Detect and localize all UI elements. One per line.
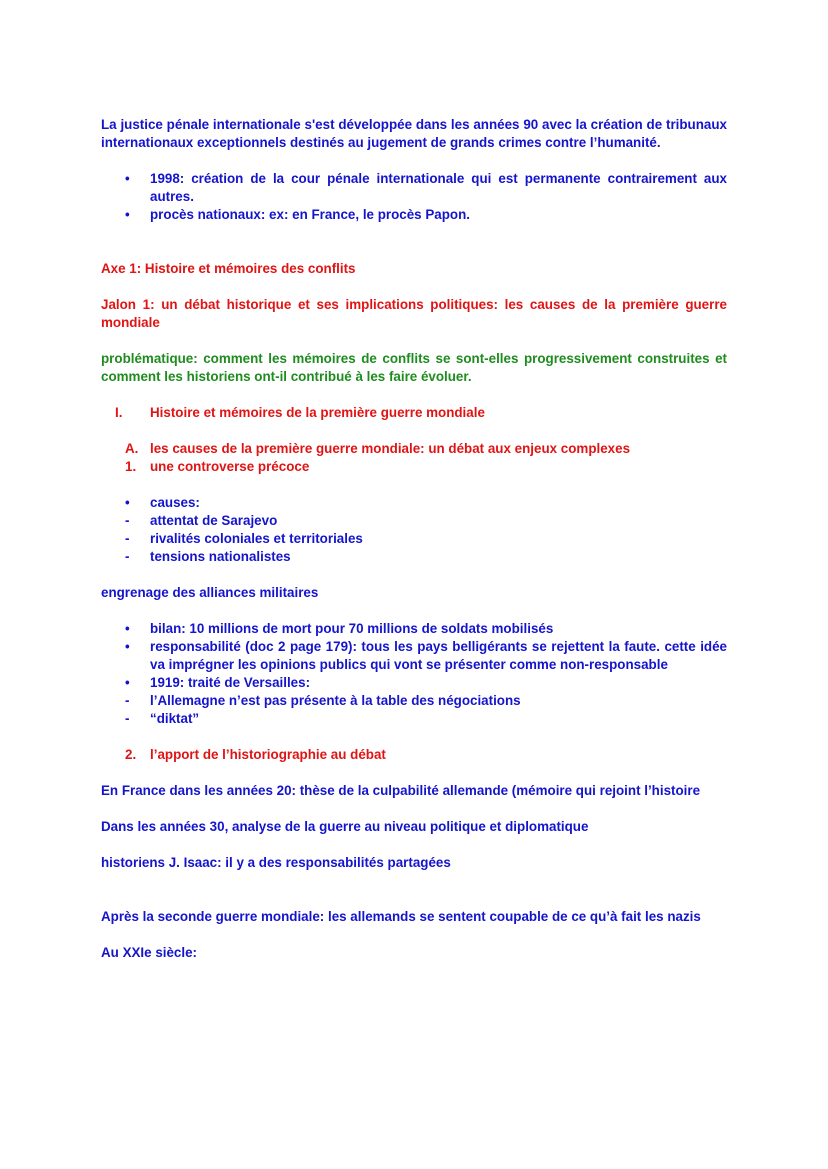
bullet-marker: • [125, 639, 130, 654]
dash-item [101, 512, 727, 530]
bullet-text: procès nationaux: ex: en France, le procès Papon. [150, 207, 470, 222]
historiography-paragraph: Dans les années 30, analyse de la guerre au niveau politique et diplomatique [101, 819, 589, 834]
bullet-text: responsabilité (doc 2 page 179): tous les pays belligérants se rejettent la faute. cette idée va imprégner les opinions publics qui vont se présenter comme non-responsable [150, 639, 727, 672]
dash-text: tensions nationalistes [150, 549, 291, 564]
bullet-item [101, 620, 727, 638]
engrenage-line: engrenage des alliances militaires [101, 585, 319, 600]
bullet-item [101, 206, 727, 224]
bullet-text: 1998: création de la cour pénale internationale qui est permanente contrairement aux autres. [150, 171, 727, 204]
dash-text: rivalités coloniales et territoriales [150, 531, 363, 546]
bullet-item [101, 494, 727, 512]
dash-item [101, 692, 727, 710]
dash-marker: - [125, 711, 130, 726]
subsection-title: les causes de la première guerre mondiale: un débat aux enjeux complexes [150, 441, 631, 456]
historiography-paragraph: En France dans les années 20: thèse de la culpabilité allemande (mémoire qui rejoint l’histoire [101, 783, 701, 798]
document-page [101, 116, 727, 962]
bullet-marker: • [125, 207, 130, 222]
dash-text: attentat de Sarajevo [150, 513, 278, 528]
bullet-text: 1919: traité de Versailles: [150, 675, 311, 690]
bullet-marker: • [125, 621, 130, 636]
section-heading [101, 404, 727, 422]
intro-paragraph: La justice pénale internationale s'est développée dans les années 90 avec la création de tribunaux internationaux exceptionnels destinés au jugement de grands crimes contre l’humanité. [101, 117, 727, 150]
subsection-title: une controverse précoce [150, 459, 310, 474]
subsection-heading [101, 458, 727, 476]
historiography-paragraph: historiens J. Isaac: il y a des responsabilités partagées [101, 855, 451, 870]
subsection-heading [101, 440, 727, 458]
bullet-item [101, 638, 727, 674]
dash-marker: - [125, 549, 130, 564]
subsection-heading [101, 746, 727, 764]
section-title: Histoire et mémoires de la première guerre mondiale [150, 405, 485, 420]
bullet-item [101, 170, 727, 206]
dash-marker: - [125, 693, 130, 708]
subsection-title: l’apport de l’historiographie au débat [150, 747, 386, 762]
subsection-marker: A. [125, 441, 139, 456]
dash-item [101, 530, 727, 548]
dash-item [101, 710, 727, 728]
axe-heading: Axe 1: Histoire et mémoires des conflits [101, 261, 356, 276]
subsection-marker: 1. [125, 459, 137, 474]
bullet-marker: • [125, 495, 130, 510]
bullet-marker: • [125, 675, 130, 690]
bullet-item [101, 674, 727, 692]
bullet-marker: • [125, 171, 130, 186]
bullet-text: bilan: 10 millions de mort pour 70 millions de soldats mobilisés [150, 621, 554, 636]
historiography-paragraph: Après la seconde guerre mondiale: les allemands se sentent coupable de ce qu’à fait les nazis [101, 909, 701, 924]
jalon-heading: Jalon 1: un débat historique et ses implications politiques: les causes de la première guerre mondiale [101, 297, 727, 330]
dash-item [101, 548, 727, 566]
subsection-marker: 2. [125, 747, 137, 762]
dash-marker: - [125, 513, 130, 528]
dash-text: “diktat” [150, 711, 200, 726]
section-marker: I. [115, 405, 123, 420]
problematique: problématique: comment les mémoires de conflits se sont-elles progressivement construites et comment les historiens ont-il contribué à les faire évoluer. [101, 351, 727, 384]
historiography-paragraph: Au XXIe siècle: [101, 945, 198, 960]
bullet-text: causes: [150, 495, 200, 510]
dash-marker: - [125, 531, 130, 546]
dash-text: l’Allemagne n’est pas présente à la table des négociations [150, 693, 521, 708]
